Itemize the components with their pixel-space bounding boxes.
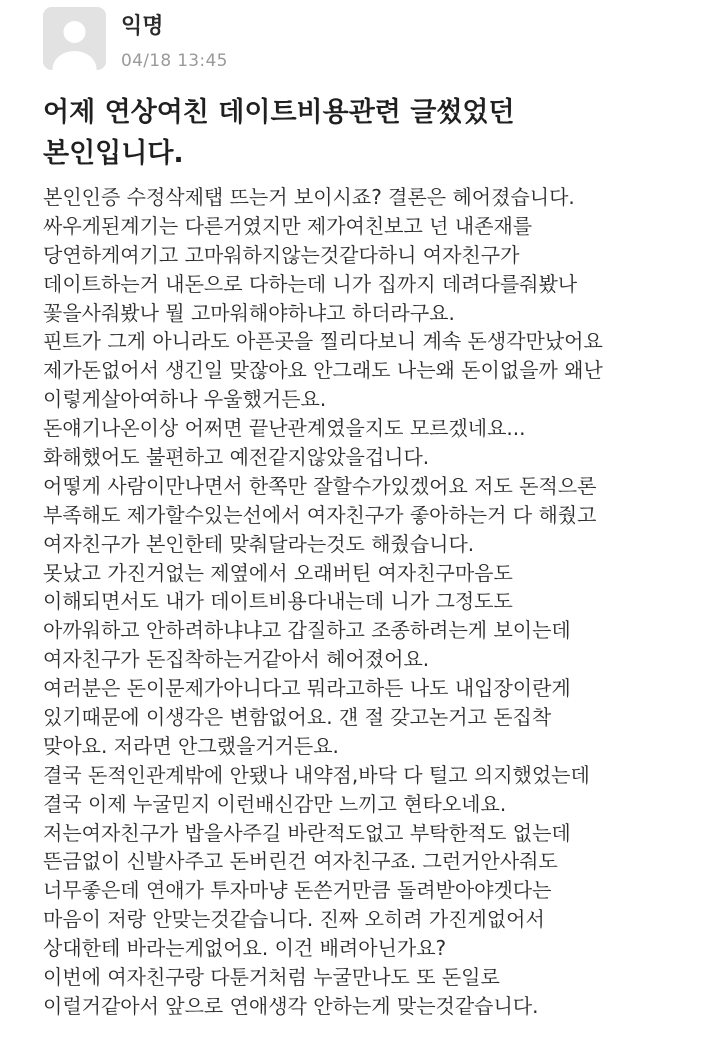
post-body-line: 싸우게된계기는 다른거였지만 제가여친보고 넌 내존재를 [43,213,533,238]
post-body-line: 이번에 여자친구랑 다툰거처럼 누굴만나도 또 돈일로 [43,965,500,990]
post-title [43,92,683,174]
post-body-line: 맞아요. 저라면 안그랬을거거든요. [43,733,339,758]
post-body-line: 어떻게 사람이만나면서 한쪽만 잘할수가있겠어요 저도 돈적으론 [43,473,597,498]
post-body [43,183,703,1021]
post-header [0,0,720,84]
post-body-line: 있기때문에 이생각은 변함없어요. 걘 절 갖고논거고 돈집착 [43,705,552,730]
post-body-line: 이럴거같아서 앞으로 연애생각 안하는게 맞는것같습니다. [43,993,539,1018]
post-body-line: 너무좋은데 연애가 투자마냥 돈쓴거만큼 돌려받아야겟다는 [43,878,552,903]
post-body-line: 꽃을사줘봤나 뭘 고마워해야하냐고 하더라구요. [43,300,455,325]
post-body-line: 제가돈없어서 생긴일 맞잖아요 안그래도 나는왜 돈이없을까 왜난 [43,358,603,383]
post-body-line: 여자친구가 본인한테 맞춰달라는것도 해줬습니다. [43,531,475,556]
avatar[interactable] [43,7,106,70]
post-body-line: 돈얘기나온이상 어쩌면 끝난관계였을지도 모르겠네요... [43,416,526,441]
post-body-line: 저는여자친구가 밥을사주길 바란적도없고 부탁한적도 없는데 [43,820,571,845]
post-timestamp: 04/18 13:45 [121,51,228,71]
post-body-line: 아까워하고 안하려하냐냐고 갑질하고 조종하려는게 보이는데 [43,618,571,643]
post-body-line: 결국 이제 누굴믿지 이런배신감만 느끼고 현타오네요. [43,791,507,816]
post-body-line: 결국 돈적인관계밖에 안됐나 내약점,바닥 다 털고 의지했었는데 [43,762,590,787]
post-title-line: 어제 연상여친 데이트비용관련 글썼었던 [43,97,515,128]
post-body-line: 여자친구가 돈집착하는거같아서 헤어졌어요. [43,647,430,672]
post-body-line: 데이트하는거 내돈으로 다하는데 니가 집까지 데려다를줘봤나 [43,271,578,296]
post-body-line: 못났고 가진거없는 제옆에서 오래버틴 여자친구마음도 [43,560,513,585]
post-body-line: 이해되면서도 내가 데이트비용다내는데 니가 그정도도 [43,589,513,614]
post-body-line: 상대한테 바라는게없어요. 이건 배려아닌가요? [43,936,447,961]
post-body-line: 핀트가 그게 아니라도 아픈곳을 찔리다보니 계속 돈생각만났어요 [43,329,603,354]
post-body-line: 여러분은 돈이문제가아니다고 뭐라고하든 나도 내입장이란게 [43,676,571,701]
post-title-line: 본인입니다. [43,138,184,169]
post-body-line: 화해했어도 불편하고 예전같지않았을겁니다. [43,445,430,470]
post-body-line: 마음이 저랑 안맞는것같습니다. 진짜 오히려 가진게없어서 [43,907,545,932]
post-body-line: 본인인증 수정삭제탭 뜨는거 보이시죠? 결론은 헤어졌습니다. [43,185,575,209]
post-body-line: 이렇게살아여하나 우울했거든요. [43,387,327,412]
default-user-avatar-icon [43,7,106,70]
post-body-line: 당연하게여기고 고마워하지않는것같다하니 여자친구가 [43,242,520,267]
post-body-line: 뜬금없이 신발사주고 돈버린건 여자친구죠. 그런거안사줘도 [43,849,558,874]
author-name: 익명 [121,14,164,39]
post-body-line: 부족해도 제가할수있는선에서 여자친구가 좋아하는거 다 해줬고 [43,502,597,527]
